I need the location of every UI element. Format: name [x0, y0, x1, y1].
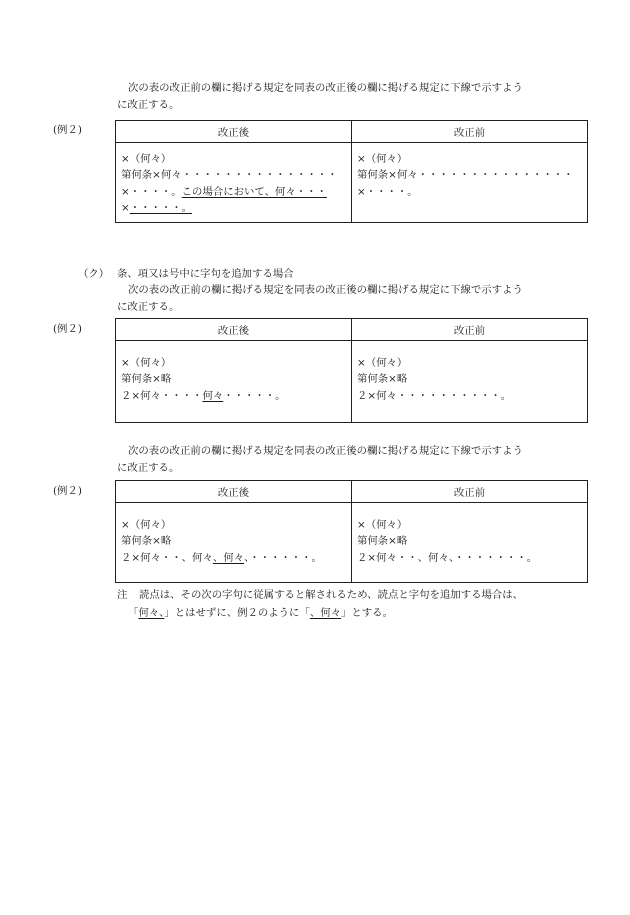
header-before: 改正前	[352, 481, 588, 503]
section1-comparison-table	[115, 120, 588, 223]
before-line: ×（何々）	[357, 357, 408, 369]
section2-intro-line2: に改正する。	[117, 301, 180, 313]
section3-example-label: (例２)	[53, 485, 82, 497]
after-line: ２×何々・・、何々、何々、・・・・・・。	[121, 551, 322, 564]
after-cell	[116, 143, 352, 223]
before-line: ×（何々）	[357, 519, 408, 531]
note-label: 注	[117, 589, 128, 601]
note-line1: 読点は、その次の字句に従属すると解されるため、読点と字句を追加する場合は、	[139, 589, 524, 601]
section1-example-label: (例２)	[53, 124, 82, 136]
before-cell	[352, 143, 588, 223]
underlined-addition: この場合において、何々・・・	[181, 185, 327, 198]
header-after: 改正後	[116, 319, 352, 341]
section2-intro	[117, 282, 587, 316]
underlined-addition: 、何々	[212, 551, 245, 564]
before-cell	[352, 341, 588, 423]
after-line: ×・・・・・。	[121, 201, 193, 214]
before-line: 第何条×略	[357, 373, 408, 386]
before-line: 第何条×略	[357, 535, 408, 548]
after-line: ２×何々・・・・何々・・・・・。	[121, 389, 286, 402]
after-line: ×（何々）	[121, 519, 172, 531]
section1-intro-line2: に改正する。	[117, 99, 180, 111]
underlined-addition: 何々	[202, 389, 224, 402]
after-cell	[116, 503, 352, 583]
section2-example-label: (例２)	[53, 323, 82, 335]
after-line: ×（何々）	[121, 357, 172, 369]
section1-intro	[117, 80, 587, 114]
after-line: 第何条×略	[121, 535, 172, 548]
section2-intro-line1: 次の表の改正前の欄に掲げる規定を同表の改正後の欄に掲げる規定に下線で示すよう	[128, 284, 523, 296]
after-line: ×・・・・。この場合において、何々・・・	[121, 185, 327, 198]
section1-intro-line1: 次の表の改正前の欄に掲げる規定を同表の改正後の欄に掲げる規定に下線で示すよう	[128, 82, 523, 94]
after-line: ×（何々）	[121, 153, 172, 165]
underlined-example: 、何々	[309, 607, 342, 619]
header-after: 改正後	[116, 121, 352, 143]
after-line: 第何条×略	[121, 373, 172, 386]
header-before: 改正前	[352, 319, 588, 341]
before-line: ×・・・・。	[357, 185, 418, 198]
section2-heading: 条、項又は号中に字句を追加する場合	[117, 268, 294, 280]
underlined-example: 何々、	[138, 607, 165, 619]
underlined-addition: ・・・・・。	[129, 201, 193, 214]
before-cell	[352, 503, 588, 583]
after-cell	[116, 341, 352, 423]
section2-heading-marker: （ク）	[78, 268, 110, 280]
section3-comparison-table	[115, 480, 588, 583]
before-line: ２×何々・・、何々、・・・・・・・。	[357, 551, 538, 564]
section3-intro	[117, 443, 587, 477]
before-line: 第何条×何々・・・・・・・・・・・・・・・	[357, 169, 574, 182]
section3-intro-line1: 次の表の改正前の欄に掲げる規定を同表の改正後の欄に掲げる規定に下線で示すよう	[128, 445, 523, 457]
header-before: 改正前	[352, 121, 588, 143]
section2-comparison-table	[115, 318, 588, 423]
section3-intro-line2: に改正する。	[117, 462, 180, 474]
header-after: 改正後	[116, 481, 352, 503]
note-line2: 「何々、」とはせずに、例２のように「、何々」とする。	[128, 607, 393, 619]
after-line: 第何条×何々・・・・・・・・・・・・・・・	[121, 169, 338, 182]
before-line: ×（何々）	[357, 153, 408, 165]
before-line: ２×何々・・・・・・・・・・。	[357, 389, 512, 402]
